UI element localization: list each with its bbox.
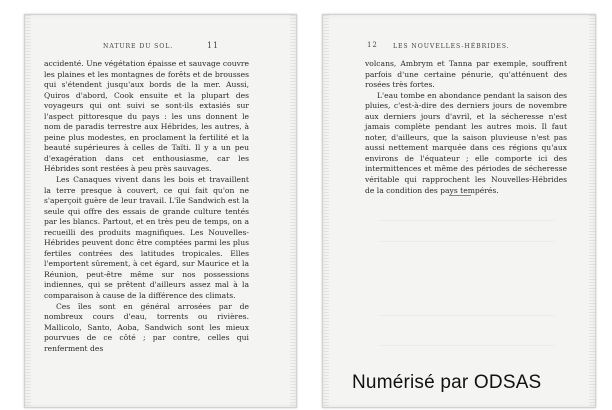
running-title: LES NOUVELLES-HÉBRIDES. xyxy=(393,43,510,50)
paragraph: volcans, Ambrym et Tanna par exemple, souffrent parfois d'une certaine pénurie, qu'atténuent des rosées très fortes. xyxy=(365,59,567,90)
page-body xyxy=(44,59,249,354)
right-page xyxy=(322,14,596,408)
bleed-through-line xyxy=(379,315,555,316)
paragraph: Les Canaques vivent dans les bois et travaillent la terre presque à couvert, ce qui fait qu'on ne s'aperçoit guère de leur travail. L'île Sandwich est la seule qui offre des essais de grande culture tentés par les blancs. Partout, et en très peu de temps, on a recueilli des produits magnifiques. Les Nouvelles-Hébrides peuvent donc être comptées parmi les plus fertiles contrées des latitudes tropicales. Elles l'emportent sûrement, à cet égard, sur Maurice et la Réunion, peut-être même sur nos possessions indiennes, qui se prêtent d'ailleurs assez mal à la comparaison à cause de la différence des climats. xyxy=(44,175,249,301)
paragraph: accidenté. Une végétation épaisse et sauvage couvre les plaines et les montagnes de forêts et de brousses qui s'étendent jusqu'aux bords de la mer. Aussi, Quiros d'abord, Cook ensuite et la plupart des voyageurs qui ont suivi se sont-ils extasiés sur l'aspect pittoresque du pays : les uns donnent le nom de paradis terrestre aux Hébrides, les autres, à peine plus modestes, en proclament la fertilité et la beauté supérieures à celles de Taïti. Il y a un peu d'exagération dans cet enthousiasme, car les Hébrides sont restées à peu près sauvages. xyxy=(44,59,249,174)
page-number: 11 xyxy=(207,41,219,50)
page-number: 12 xyxy=(367,41,378,49)
running-title: NATURE DU SOL. xyxy=(103,43,174,50)
digitization-watermark: Numérisé par ODSAS xyxy=(352,372,542,393)
paragraph: L'eau tombe en abondance pendant la saison des pluies, c'est-à-dire des derniers jours de novembre aux derniers jours d'avril, et la sécheresse n'est jamais complète pendant les autres mois. Il faut noter, d'ailleurs, que la saison pluvieuse n'est pas aussi nettement marquée dans ces régions qu'aux environs de l'équateur ; elle comporte ici des intermittences et même des périodes de sécheresse véritable qui rapprochent les Nouvelles-Hébrides de la condition des pays tempérés. xyxy=(365,90,567,195)
page-body xyxy=(365,59,567,196)
bleed-through-line xyxy=(379,241,555,242)
bleed-through-line xyxy=(379,220,555,221)
section-separator xyxy=(449,195,471,196)
paragraph: Ces îles sont en général arrosées par de nombreux cours d'eau, torrents ou rivières. Mallicolo, Santo, Aoba, Sandwich sont les mieux pourvues de ce côté ; par contre, celles qui renferment des xyxy=(44,301,249,353)
bleed-through-line xyxy=(379,345,555,346)
left-page xyxy=(24,14,297,408)
